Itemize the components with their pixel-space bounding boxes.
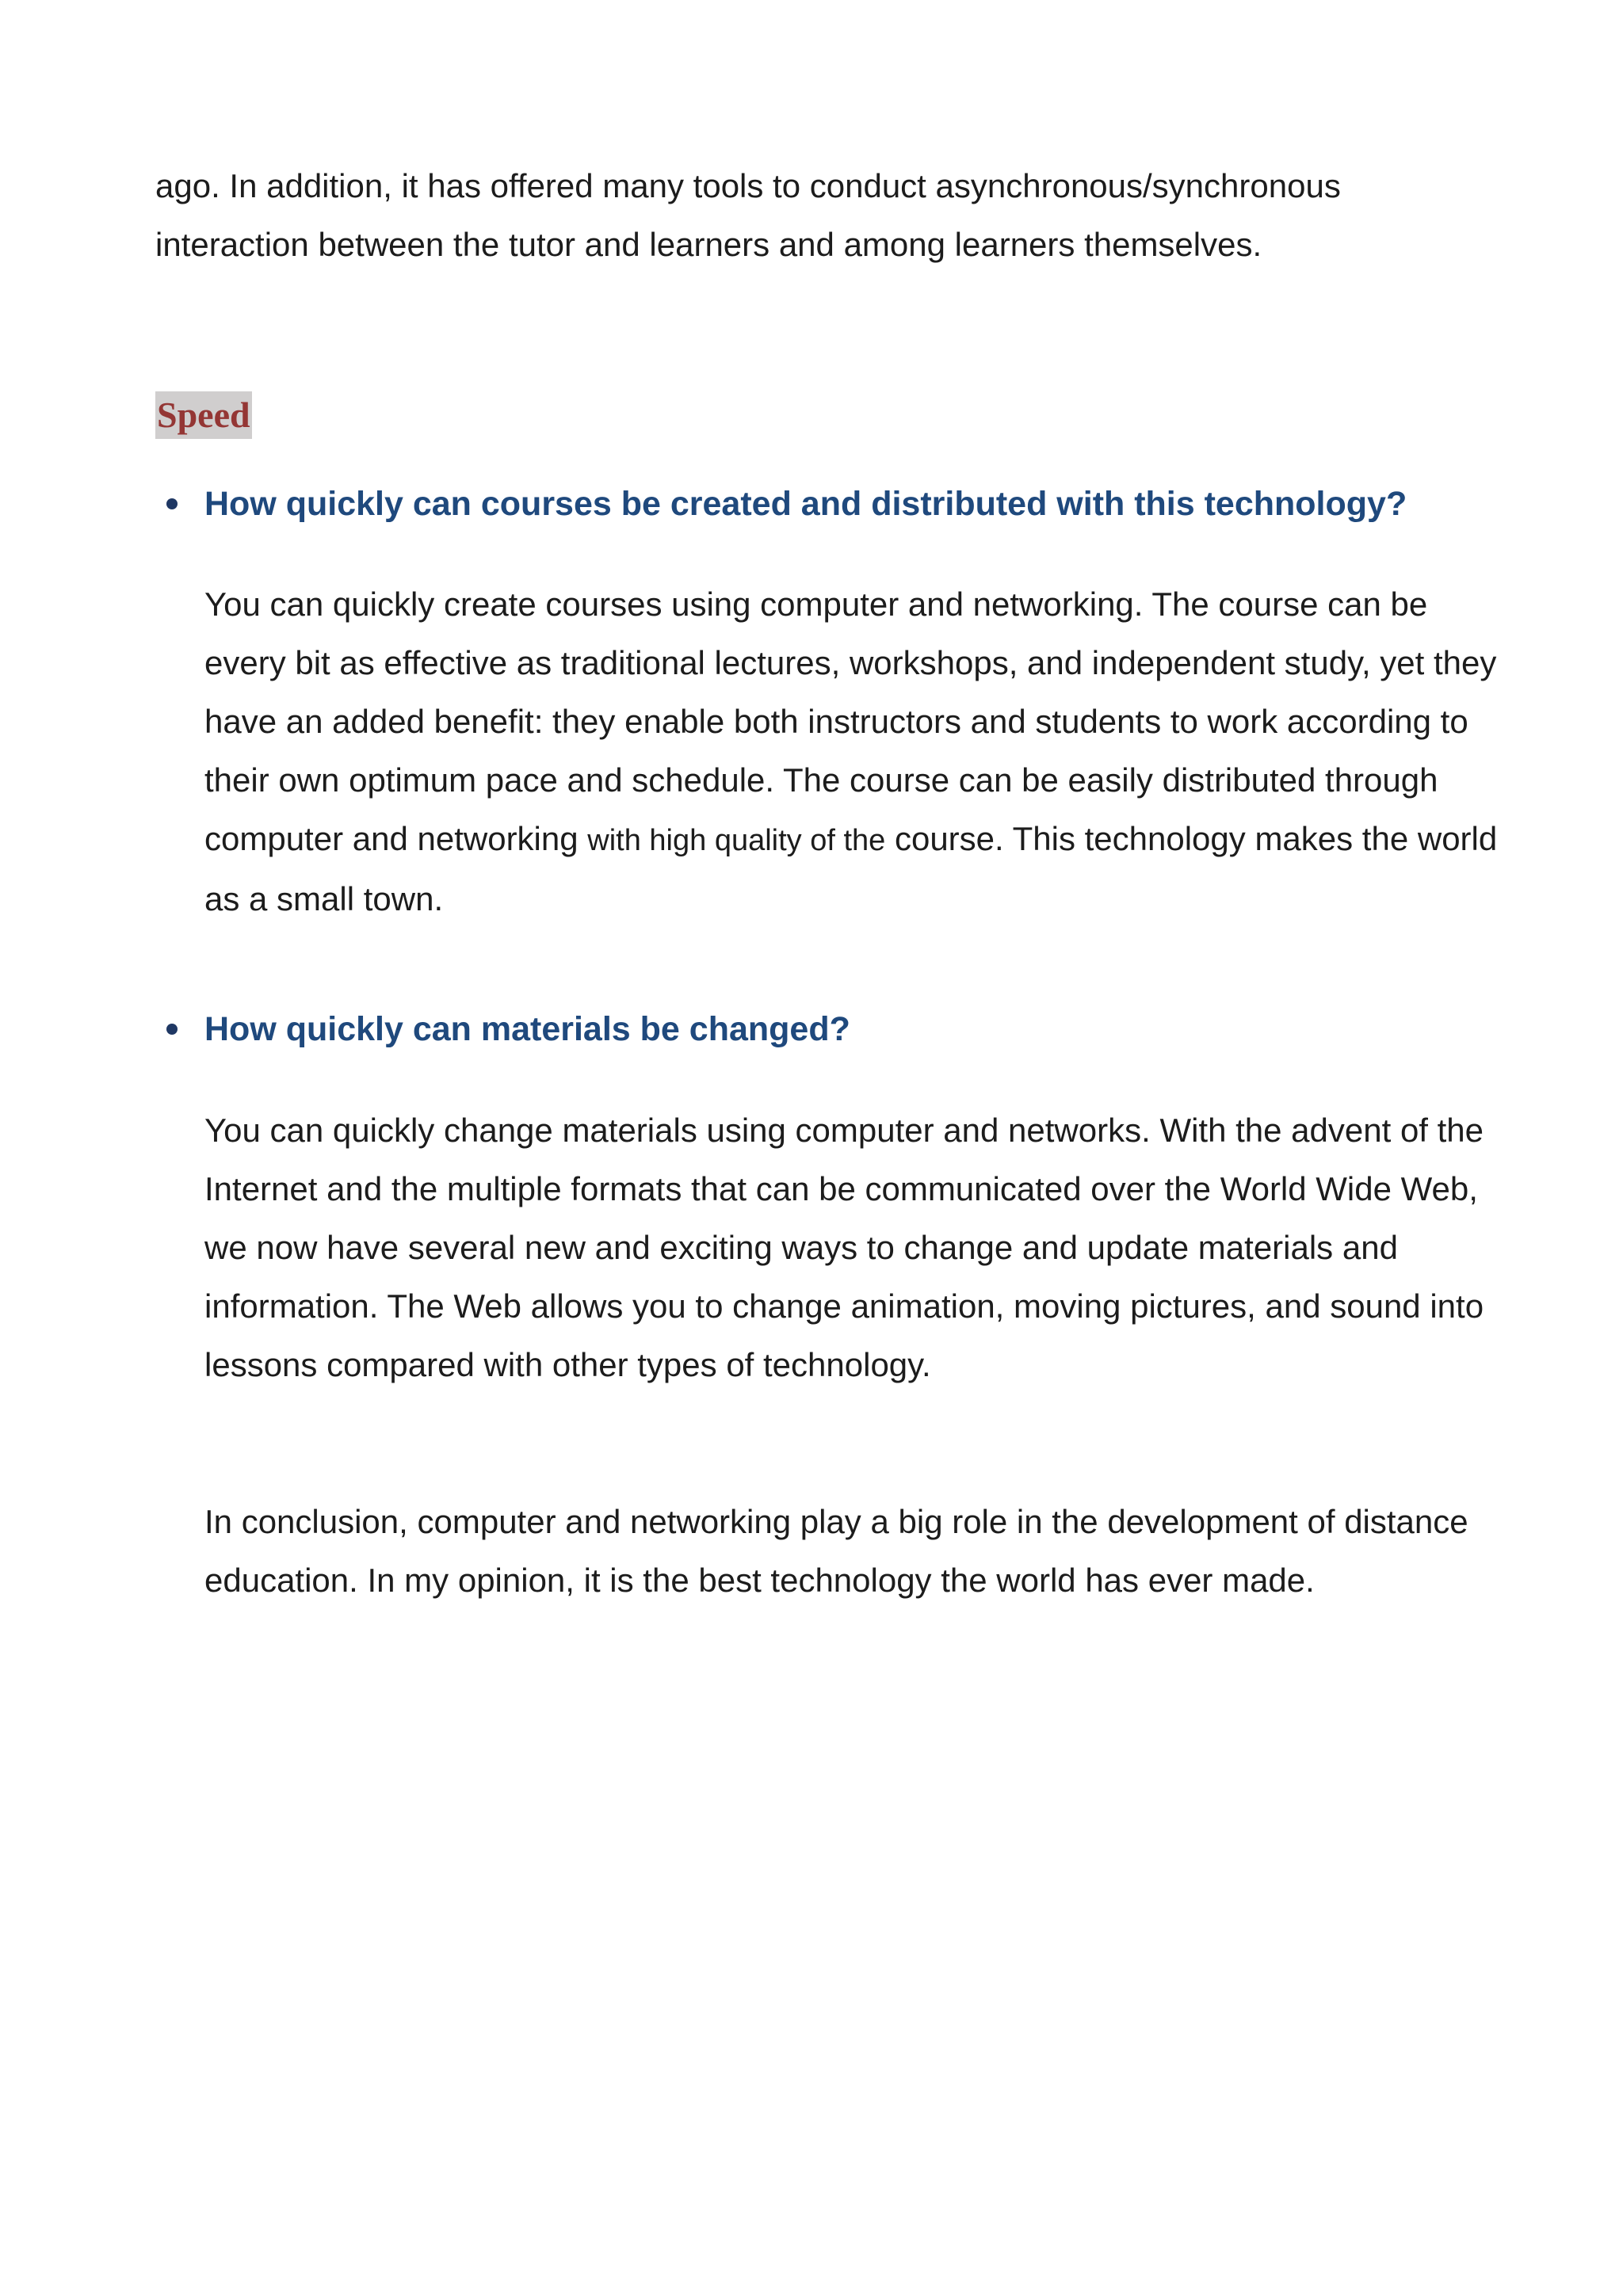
- answer-text-courses-part1: You can quickly create courses using computer and networking. The course can be every bit as effective as traditional lectures, workshops, and independent study, yet they have an added benefit: they enable both instructors and students to work according to their own optimum pace and schedule. The course can be easily distributed through computer and networking: [204, 585, 1497, 857]
- conclusion-paragraph: In conclusion, computer and networking play a big role in the development of distance education. In my opinion, it is the best technology the world has ever made.: [204, 1503, 1468, 1599]
- question-heading-materials: How quickly can materials be changed?: [204, 1010, 850, 1048]
- question-heading-courses: How quickly can courses be created and distributed with this technology?: [204, 485, 1407, 523]
- bullet-icon: [166, 1024, 178, 1035]
- intro-paragraph: ago. In addition, it has offered many tools to conduct asynchronous/synchronous interaction between the tutor and learners and among learners themselves.: [155, 167, 1341, 263]
- answer-text-courses-part3: course. This technology makes the world as a small town.: [204, 820, 1498, 917]
- bullet-icon: [166, 498, 178, 509]
- answer-text-courses-part2: with high quality of the: [587, 824, 886, 857]
- section-heading-speed: Speed: [155, 391, 252, 439]
- answer-paragraph-courses: [204, 575, 1504, 929]
- answer-paragraph-materials: You can quickly change materials using computer and networks. With the advent of the Internet and the multiple formats that can be communicated over the World Wide Web, we now have several new and exciting ways to change and update materials and information. The Web allows you to change animation, moving pictures, and sound into lessons compared with other types of technology.: [204, 1112, 1484, 1383]
